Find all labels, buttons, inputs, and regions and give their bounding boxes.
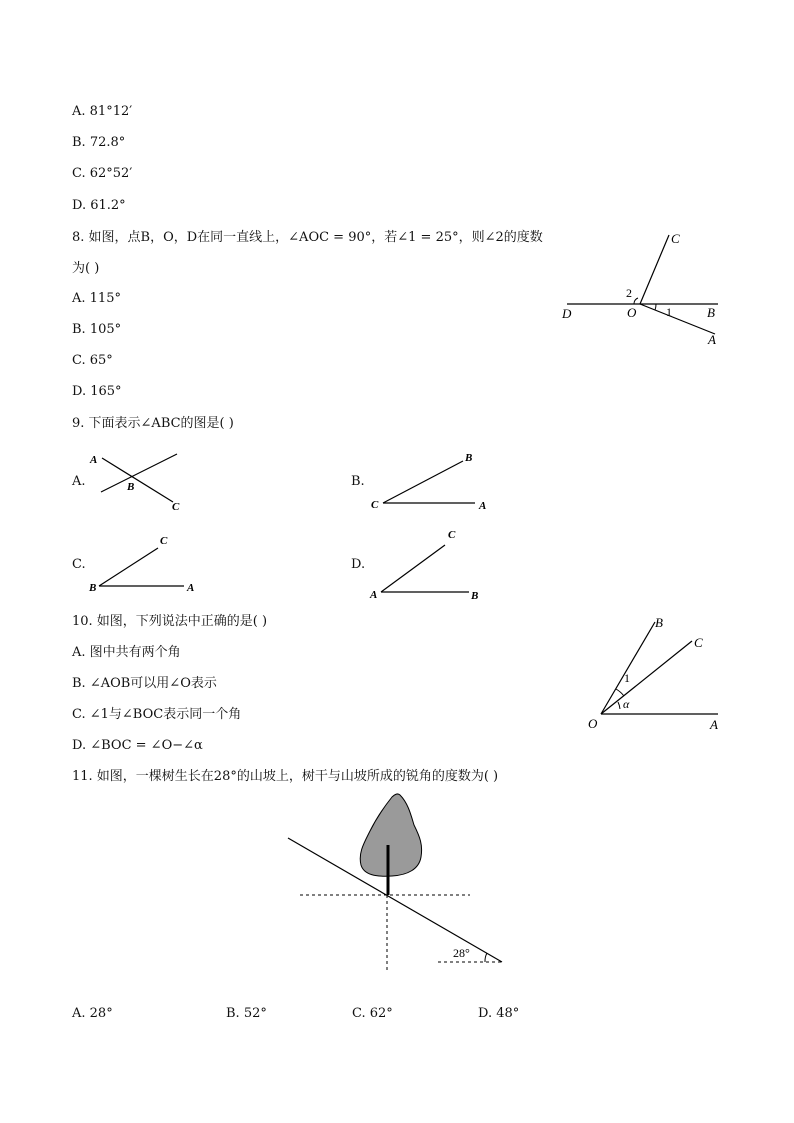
q9a-label-b: B — [127, 481, 135, 493]
q7-option-d: D. 61.2° — [72, 198, 126, 213]
q10-option-d: D. ∠BOC = ∠O−∠α — [72, 738, 203, 753]
q9b-label-b: B — [465, 452, 473, 464]
q10-label-b: B — [655, 615, 663, 630]
q9-option-c-label: C. — [72, 557, 86, 572]
q10-option-b: B. ∠AOB可以用∠O表示 — [72, 676, 217, 691]
q9-figure-d — [365, 522, 490, 604]
q8-label-1: 1 — [666, 305, 672, 319]
q11-option-a: A. 28° — [72, 1006, 113, 1021]
q9-option-a-label: A. — [72, 474, 86, 489]
q8-stem-line1: 8. 如图，点B，O，D在同一直线上，∠AOC = 90°，若∠1 = 25°，则∠2的度数 — [72, 230, 543, 245]
q8-label-2: 2 — [626, 286, 632, 300]
q10-stem: 10. 如图，下列说法中正确的是( ) — [72, 614, 268, 629]
q10-label-alpha: α — [623, 697, 630, 711]
q8-figure — [555, 225, 730, 355]
q8-option-b: B. 105° — [72, 322, 122, 337]
q11-option-b: B. 52° — [226, 1006, 267, 1021]
q8-option-c: C. 65° — [72, 353, 113, 368]
q9d-label-b: B — [471, 590, 479, 602]
q9-option-d-label: D. — [351, 557, 366, 572]
q9d-label-a: A — [370, 589, 378, 601]
q7-option-c: C. 62°52′ — [72, 166, 133, 181]
q10-option-c: C. ∠1与∠BOC表示同一个角 — [72, 707, 242, 722]
q9-figure-a — [85, 446, 190, 516]
q9c-label-c: C — [160, 535, 168, 547]
q8-label-a: A — [708, 332, 716, 347]
q10-label-1: 1 — [624, 671, 630, 685]
q7-option-a: A. 81°12′ — [72, 104, 133, 119]
q10-label-o: O — [588, 716, 598, 731]
q8-option-d: D. 165° — [72, 384, 122, 399]
q11-option-d: D. 48° — [478, 1006, 520, 1021]
q8-label-o: O — [627, 305, 637, 320]
q9d-label-c: C — [448, 529, 456, 541]
q9-option-b-label: B. — [351, 474, 365, 489]
q8-stem-line2: 为( ) — [72, 261, 100, 276]
q10-label-c: C — [694, 635, 703, 650]
q10-label-a: A — [710, 717, 718, 732]
q9c-label-a: A — [187, 582, 195, 594]
q9-figure-c — [85, 528, 205, 598]
q7-option-b: B. 72.8° — [72, 135, 126, 150]
q10-option-a: A. 图中共有两个角 — [72, 645, 181, 660]
q11-option-c: C. 62° — [352, 1006, 393, 1021]
q10-figure — [580, 610, 730, 735]
q11-figure — [280, 785, 520, 975]
q8-label-d: D — [562, 306, 572, 321]
q9b-label-c: C — [371, 499, 379, 511]
q11-stem: 11. 如图，一棵树生长在28°的山坡上，树干与山坡所成的锐角的度数为( ) — [72, 769, 499, 784]
q11-angle-label: 28° — [453, 946, 470, 960]
q9-figure-b — [365, 446, 495, 516]
q9-stem: 9. 下面表示∠ABC的图是( ) — [72, 416, 234, 431]
q8-option-a: A. 115° — [72, 291, 121, 306]
q8-label-b: B — [707, 305, 715, 320]
q9b-label-a: A — [479, 500, 487, 512]
q9a-label-a: A — [90, 454, 98, 466]
q9c-label-b: B — [89, 582, 97, 594]
q8-label-c: C — [671, 231, 680, 246]
q9a-label-c: C — [172, 501, 180, 513]
